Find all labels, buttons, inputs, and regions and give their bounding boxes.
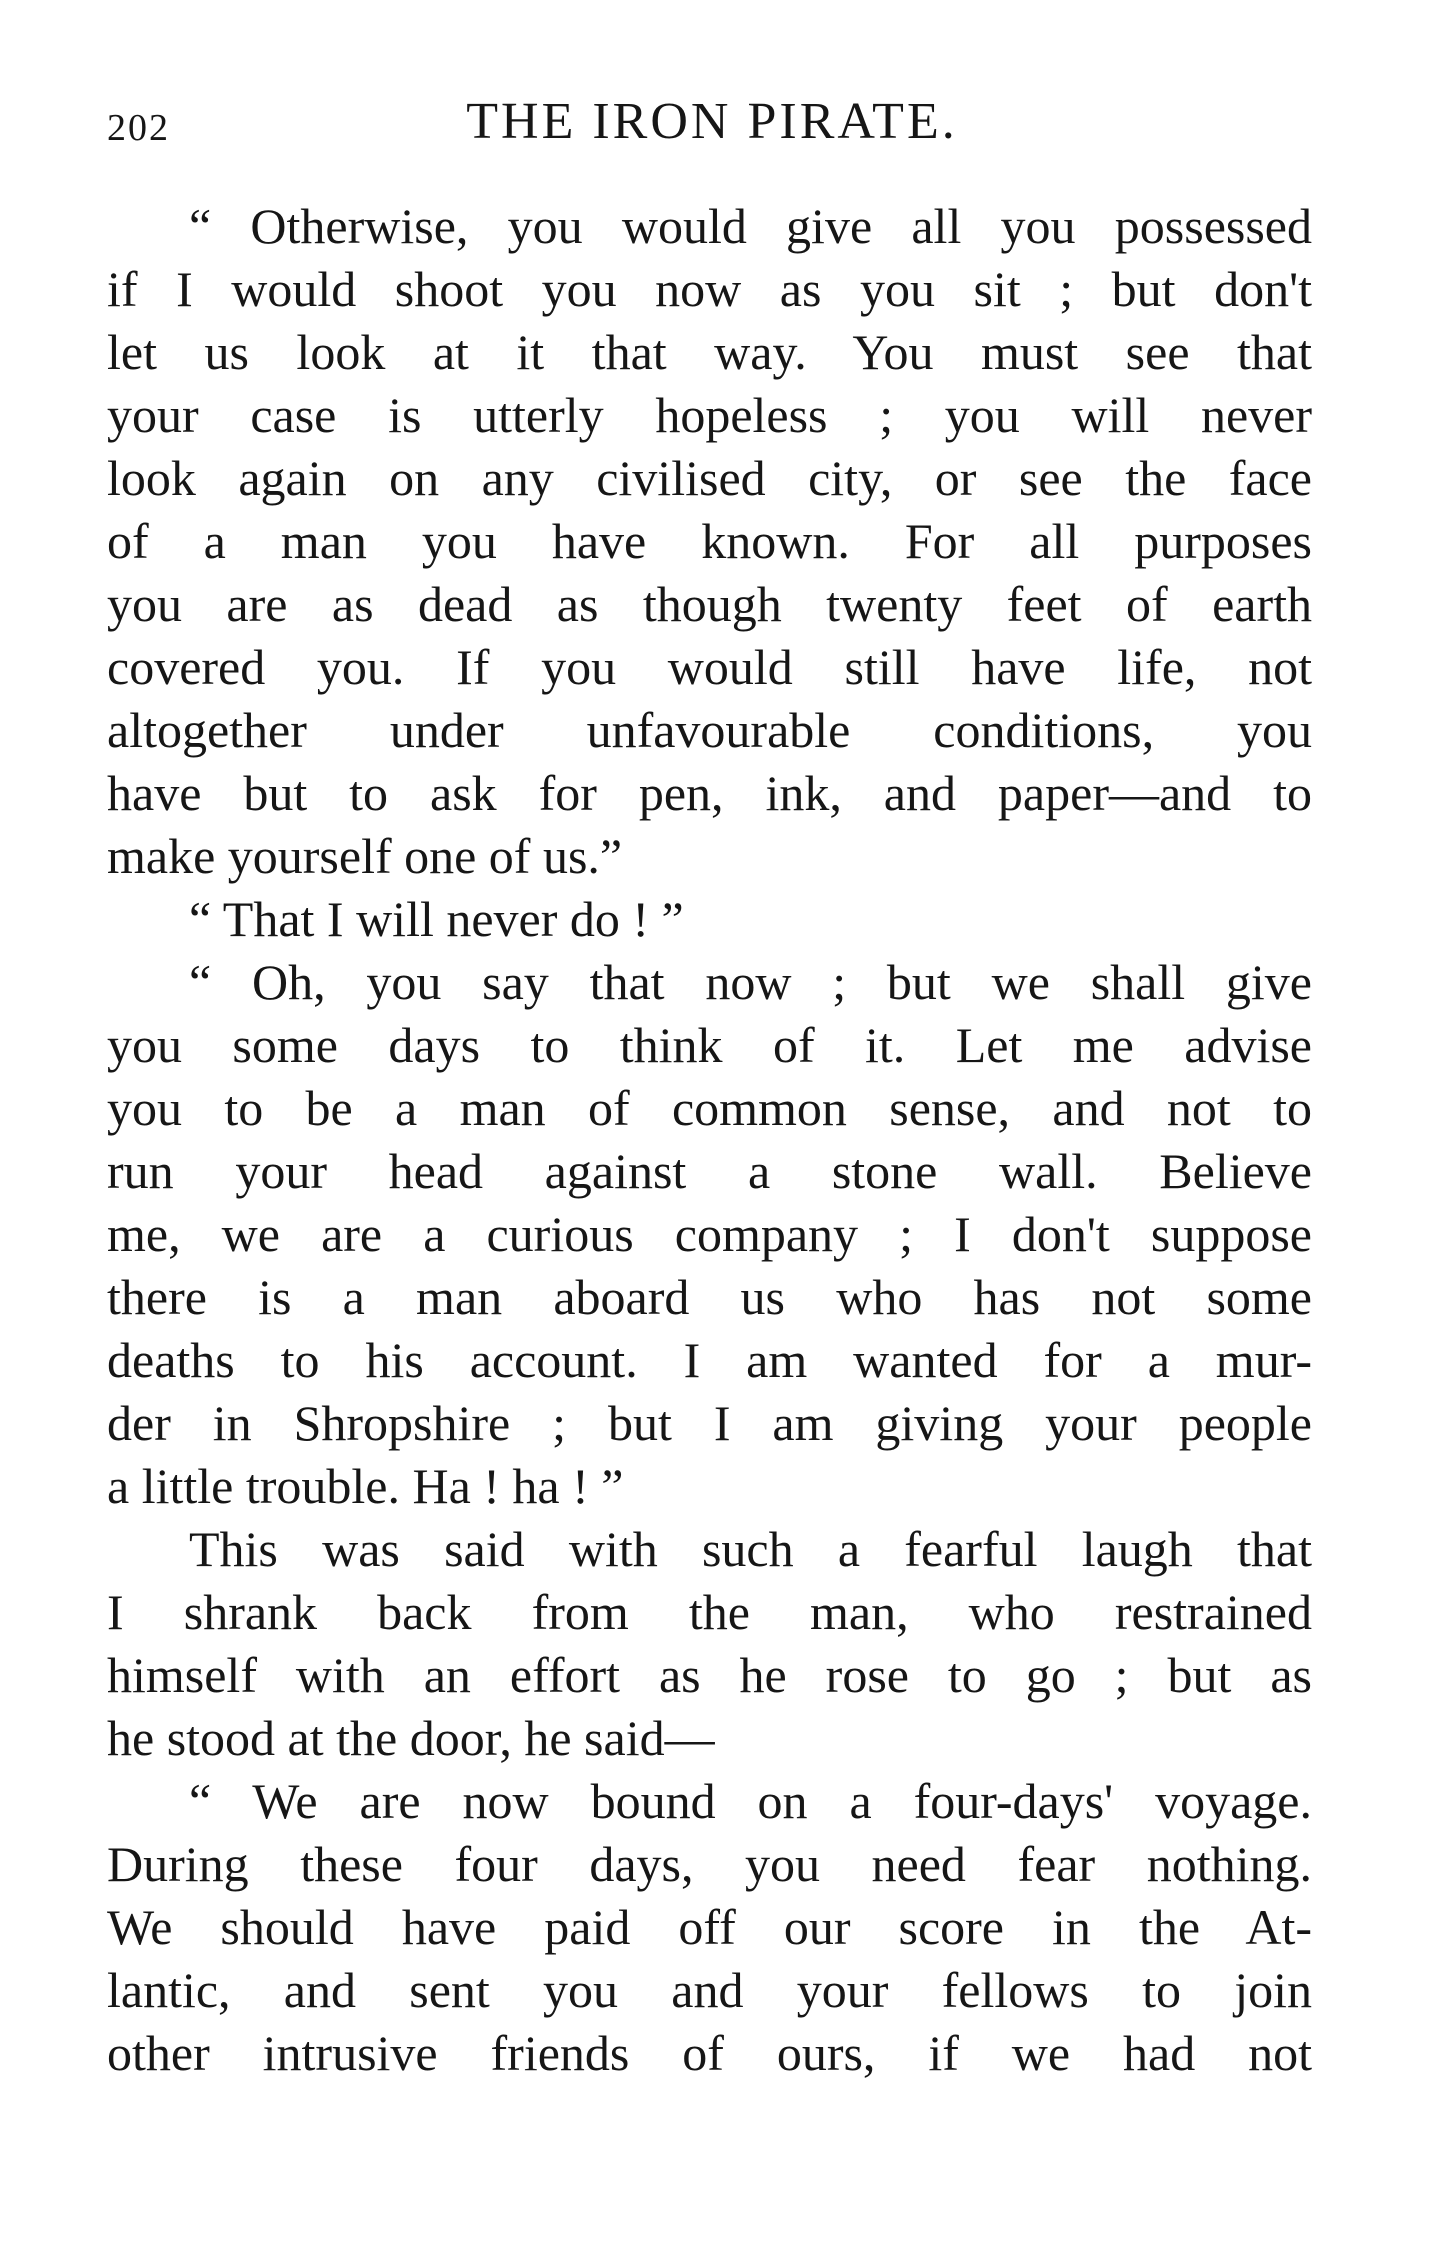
book-title: THE IRON PIRATE. <box>466 93 958 150</box>
text-line: make yourself one of us.” <box>107 828 623 884</box>
text-line: “ That I will never do ! ” <box>189 891 684 947</box>
text-line: you to be a man of common sense, and not to <box>107 1080 1312 1136</box>
text-line: me, we are a curious company ; I don't suppose <box>107 1206 1312 1262</box>
text-line: of a man you have known. For all purposes <box>107 513 1312 569</box>
text-line: you some days to think of it. Let me advise <box>107 1017 1312 1073</box>
text-line: We should have paid off our score in the At- <box>107 1899 1312 1955</box>
text-line: This was said with such a fearful laugh that <box>189 1521 1312 1577</box>
text-line: you are as dead as though twenty feet of earth <box>107 576 1312 632</box>
text-line: he stood at the door, he said— <box>107 1710 715 1766</box>
text-line: “ Oh, you say that now ; but we shall give <box>189 954 1312 1010</box>
text-line: I shrank back from the man, who restrained <box>107 1584 1312 1640</box>
text-line: other intrusive friends of ours, if we had not <box>107 2025 1312 2081</box>
body-text <box>107 195 1312 2085</box>
text-line: there is a man aboard us who has not some <box>107 1269 1312 1325</box>
text-line: “ Otherwise, you would give all you possessed <box>189 198 1312 254</box>
text-line: During these four days, you need fear nothing. <box>107 1836 1312 1892</box>
text-line: your case is utterly hopeless ; you will never <box>107 387 1312 443</box>
text-line: a little trouble. Ha ! ha ! ” <box>107 1458 624 1514</box>
text-line: run your head against a stone wall. Believe <box>107 1143 1312 1199</box>
text-line: der in Shropshire ; but I am giving your people <box>107 1395 1312 1451</box>
text-line: deaths to his account. I am wanted for a mur- <box>107 1332 1312 1388</box>
text-line: covered you. If you would still have life, not <box>107 639 1312 695</box>
text-line: altogether under unfavourable conditions, you <box>107 702 1312 758</box>
text-line: lantic, and sent you and your fellows to join <box>107 1962 1312 2018</box>
text-line: have but to ask for pen, ink, and paper—and to <box>107 765 1312 821</box>
text-line: himself with an effort as he rose to go ; but as <box>107 1647 1312 1703</box>
running-head <box>107 92 1317 172</box>
text-line: look again on any civilised city, or see the face <box>107 450 1312 506</box>
text-line: let us look at it that way. You must see that <box>107 324 1312 380</box>
text-line: “ We are now bound on a four-days' voyage. <box>189 1773 1312 1829</box>
text-line: if I would shoot you now as you sit ; but don't <box>107 261 1312 317</box>
page-number: 202 <box>107 107 170 149</box>
